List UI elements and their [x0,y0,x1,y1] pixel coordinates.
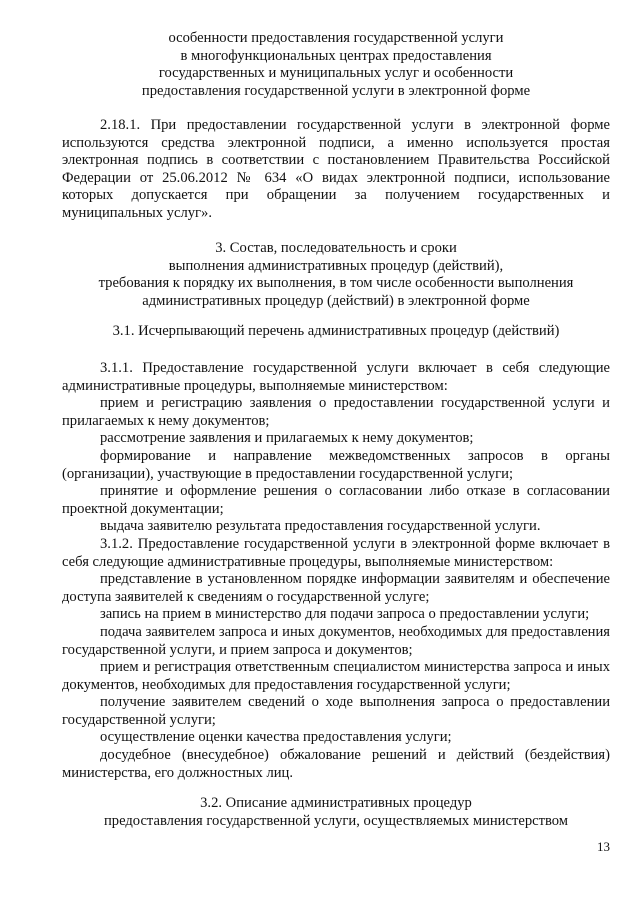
list-item: прием и регистрацию заявления о предоставлении государственной услуги и прилагаемых к нему документов; [62,395,610,429]
heading-line: в многофункциональных центрах предоставления [180,47,492,64]
list-item: запись на прием в министерство для подачи запроса о предоставлении услуги; [100,606,590,623]
heading-line: 3.2. Описание административных процедур [200,795,472,811]
list-item: выдача заявителю результата предоставления государственной услуги. [100,518,541,535]
list-item: представление в установленном порядке информации заявителям и обеспечение доступа заявителей к сведениям о государственной услуге; [62,571,610,605]
heading-line: 3.1. Исчерпывающий перечень административных процедур (действий) [112,323,560,339]
paragraph-3-1-2: 3.1.2. Предоставление государственной услуги в электронной форме включает в себя следующие административные процедуры, выполняемые министерством: [62,535,610,570]
section-heading-3-2 [62,795,610,830]
heading-line: предоставления государственной услуги в электронной форме [141,82,531,99]
page-number: 13 [597,839,610,854]
paragraph-group-3-1 [62,360,610,782]
list-item: подача заявителем запроса и иных документов, необходимых для предоставления государственной услуги, и прием запроса и документов; [62,623,610,658]
paragraph-2-18-1: 2.18.1. При предоставлении государственной услуги в электронной форме используются средства электронной подписи, а именно используется простая электронная подпись в соответствии с постановлением Правительства Российской Федерации от 25.06.2012 № 634 «О видах электронной подписи, использование которых допускается при обращении за получением государственных и муниципальных услуг». [62,117,610,221]
section-heading-3-1 [62,323,610,341]
paragraph-group-2-18 [62,117,610,223]
section-heading-features [62,30,610,100]
paragraph-3-1-1: 3.1.1. Предоставление государственной услуги включает в себя следующие административные процедуры, выполняемые министерством: [62,360,610,394]
heading-line: 3. Состав, последовательность и сроки [215,240,457,256]
section-heading-3 [62,240,610,310]
list-item: осуществление оценки качества предоставления услуги; [100,729,452,746]
list-item: получение заявителем сведений о ходе выполнения запроса о предоставлении государственной услуги; [62,694,610,728]
list-item: прием и регистрация ответственным специалистом министерства запроса и иных документов, необходимых для предоставления государственной услуги; [62,659,610,693]
list-item: принятие и оформление решения о согласовании либо отказе в согласовании проектной документации; [62,483,610,517]
heading-line: предоставления государственной услуги, осуществляемых министерством [103,812,569,829]
heading-line: государственных и муниципальных услуг и особенности [158,65,514,82]
list-item: досудебное (внесудебное) обжалование решений и действий (бездействия) министерства, его должностных лиц. [62,747,610,781]
heading-line: выполнения административных процедур (действий), [168,257,504,274]
heading-line: требования к порядку их выполнения, в том числе особенности выполнения [98,275,574,292]
list-item: формирование и направление межведомственных запросов в органы (организации), участвующие в предоставлении государственной услуги; [62,447,610,482]
heading-line: особенности предоставления государственной услуги [168,30,504,46]
list-item: рассмотрение заявления и прилагаемых к нему документов; [100,430,474,447]
heading-line: административных процедур (действий) в электронной форме [142,292,530,309]
